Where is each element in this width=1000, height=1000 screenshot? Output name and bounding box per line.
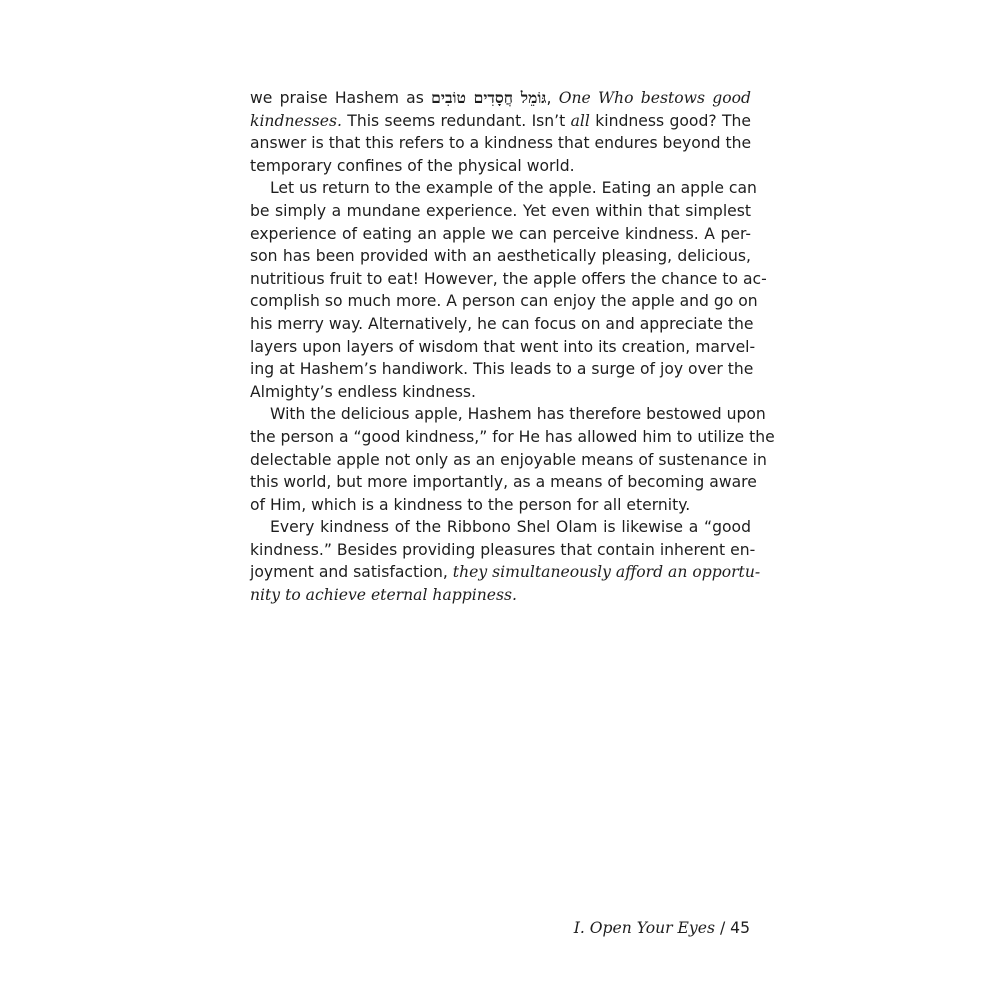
running-title: I. Open Your Eyes xyxy=(573,919,715,937)
text-line: this world, but more importantly, as a means of becoming aware xyxy=(250,473,757,492)
text-line: temporary confines of the physical world. xyxy=(250,156,575,175)
text-line: we praise Hashem as גּוֹמֵל חֲסָדִים טוֹבִים, One Who bestows good xyxy=(250,88,752,107)
text-line: Almighty’s endless kindness. xyxy=(250,382,477,401)
body-text xyxy=(250,87,775,607)
text-line: the person a “good kindness,” for He has allowed him to utilize the xyxy=(250,427,775,446)
text-line: kindnesses. This seems redundant. Isn’t all kindness good? The xyxy=(250,111,751,130)
text-line: joyment and satisfaction, they simultaneously afford an opportu- xyxy=(250,563,761,582)
text-line: son has been provided with an aesthetically pleasing, delicious, xyxy=(250,247,751,266)
text-line: answer is that this refers to a kindness that endures beyond the xyxy=(250,134,752,153)
text-line: nity to achieve eternal happiness. xyxy=(250,586,517,605)
text-line: delectable apple not only as an enjoyable means of sustenance in xyxy=(250,450,767,469)
page-footer xyxy=(574,917,750,939)
footer-separator: / xyxy=(714,919,731,937)
paragraph-first-line: With the delicious apple, Hashem has therefore bestowed upon xyxy=(270,405,766,424)
text-line: his merry way. Alternatively, he can focus on and appreciate the xyxy=(250,314,754,333)
paragraph-first-line: Let us return to the example of the apple. Eating an apple can xyxy=(270,179,757,198)
page-number: 45 xyxy=(730,919,750,937)
text-line: layers upon layers of wisdom that went into its creation, marvel- xyxy=(250,337,756,356)
text-line: ing at Hashem’s handiwork. This leads to a surge of joy over the xyxy=(250,360,754,379)
text-line: nutritious fruit to eat! However, the apple offers the chance to ac- xyxy=(250,269,767,288)
text-line: experience of eating an apple we can perceive kindness. A per- xyxy=(250,224,751,243)
text-line: of Him, which is a kindness to the person for all eternity. xyxy=(250,495,691,514)
hebrew-phrase: גּוֹמֵל חֲסָדִים טוֹבִים xyxy=(431,88,547,107)
text-line: kindness.” Besides providing pleasures that contain inherent en- xyxy=(250,540,756,559)
paragraph-first-line: Every kindness of the Ribbono Shel Olam is likewise a “good xyxy=(270,518,751,537)
text-line: be simply a mundane experience. Yet even within that simplest xyxy=(250,201,751,220)
text-line: complish so much more. A person can enjoy the apple and go on xyxy=(250,292,758,311)
